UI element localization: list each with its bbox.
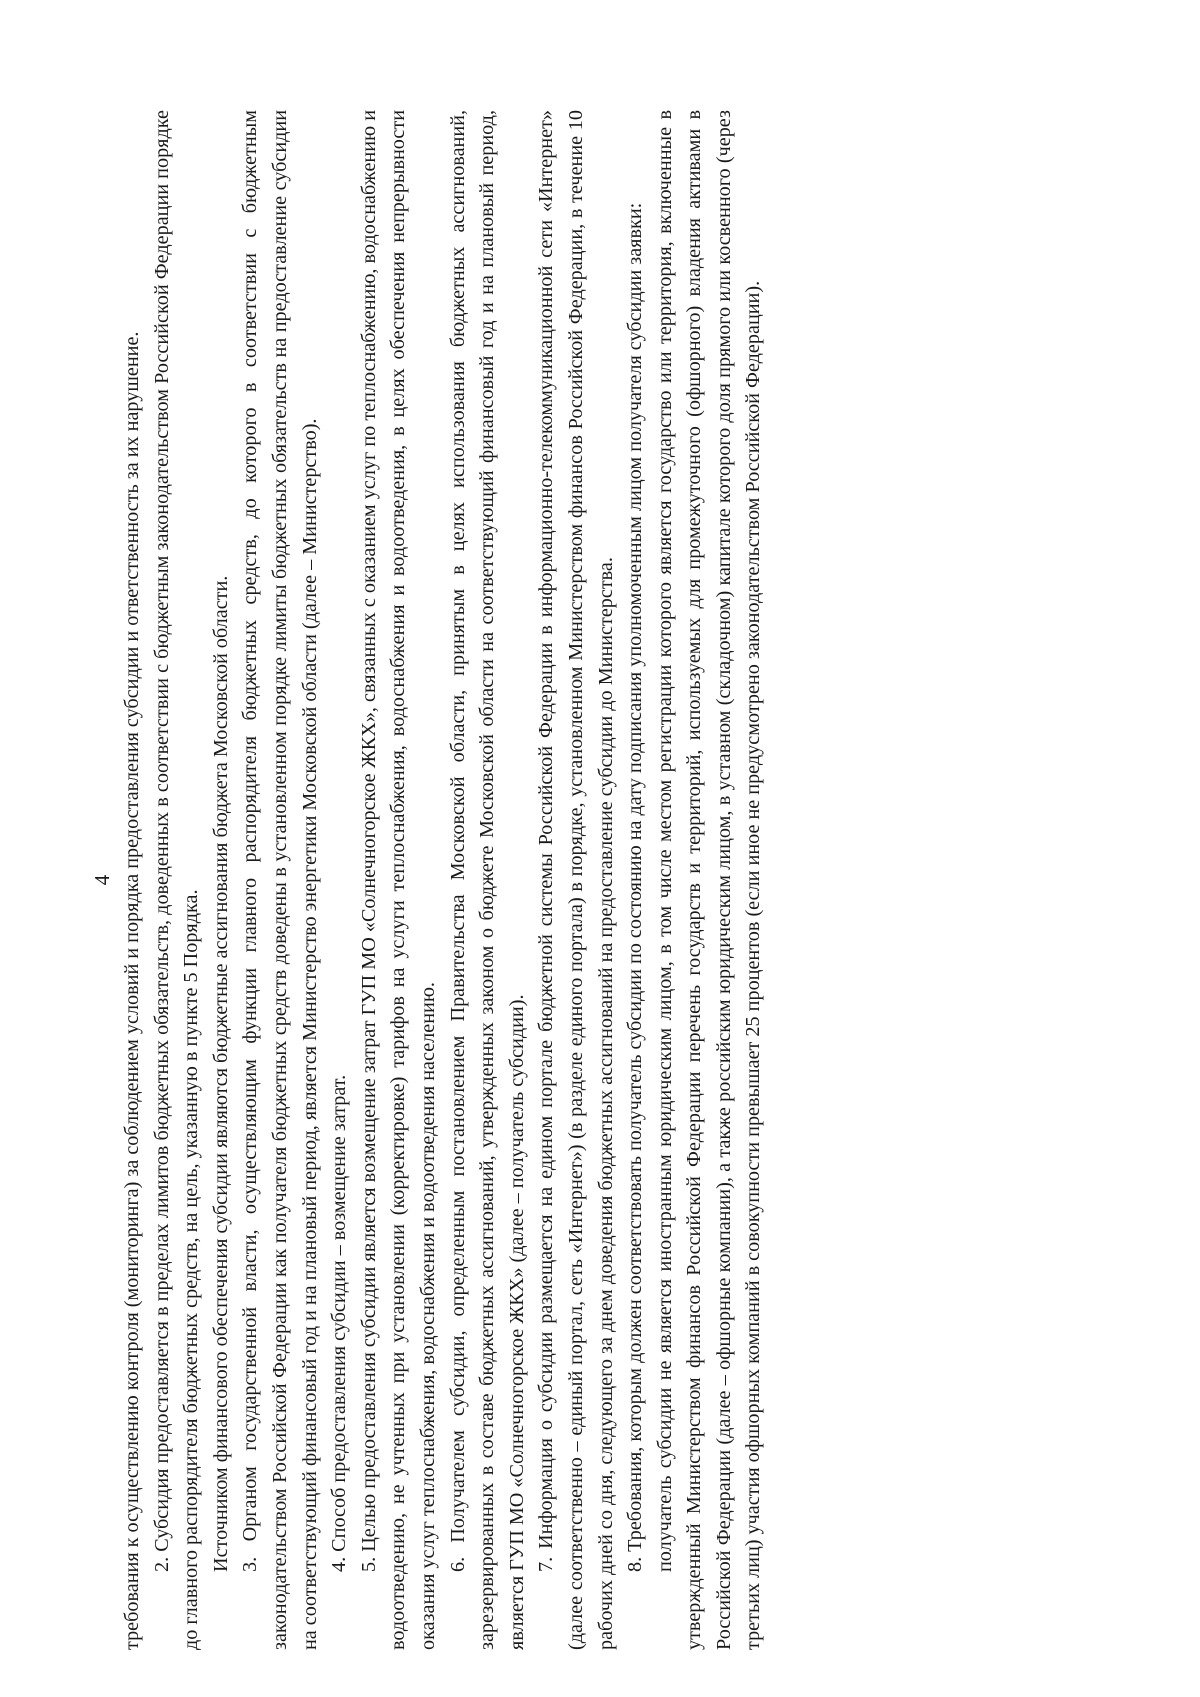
paragraph-6: 5. Целью предоставления субсидии является возмещение затрат ГУП МО «Солнечногорское ЖКХ», связанных с оказанием услуг по теплоснабжению, водоснабжению и водоотведению, не учтенных при установлении (корректировке) тарифов на услуги теплоснабжения, водоснабжения и водоотведения, в целях обеспечения непрерывности оказания услуг теплоснабжения, водоснабжения и водоотведения населению. xyxy=(357,110,439,1650)
paragraph-5: 4. Способ предоставления субсидии – возмещение затрат. xyxy=(328,1074,351,1572)
paragraph-4: 3. Органом государственной власти, осуществляющим функции главного распорядителя бюджетных средств, до которого в соответствии с бюджетным законодательством Российской Федерации как получателя бюджетных средств доведены в установленном порядке лимиты бюджетных обязательств на предоставление субсидии на соответствующий финансовый год и на плановый период, является Министерство энергетики Московской области (далее – Министерство). xyxy=(239,110,321,1650)
paragraph-10: получатель субсидии не является иностранным юридическим лицом, в том числе местом регистрации которого является государство или территория, включенные в утвержденный Министерством финансов Российской Федерации перечень государств и территорий, используемых для промежуточного (офшорного) владения активами в Российской Федерации (далее – офшорные компании), а также российским юридическим лицом, в уставном (складочном) капитале которого доля прямого или косвенного (через третьих лиц) участия офшорных компаний в совокупности превышает 25 процентов (если иное не предусмотрено законодательством Российской Федерации). xyxy=(653,110,765,1650)
paragraph-8: 7. Информация о субсидии размещается на едином портале бюджетной системы Российской Федерации в информационно-телекоммуникационной сети «Интернет» (далее соответственно – единый портал, сеть «Интернет») (в разделе единого портала) в порядке, установленном Министерством финансов Российской Федерации, в течение 10 рабочих дней со дня, следующего за днем доведения бюджетных ассигнований на предоставление субсидии до Министерства. xyxy=(535,110,617,1650)
document-body xyxy=(118,110,769,1650)
paragraph-2: 2. Субсидия предоставляется в пределах лимитов бюджетных обязательств, доведенных в соответствии с бюджетным законодательством Российской Федерации порядке до главного распорядителя бюджетных средств, на цель, указанную в пункте 5 Порядка. xyxy=(150,110,203,1650)
paragraph-3: Источником финансового обеспечения субсидии являются бюджетные ассигнования бюджета Московской области. xyxy=(209,575,232,1572)
paragraph-9: 8. Требования, которым должен соответствовать получатель субсидии по состоянию на дату подписания уполномоченным лицом получателя субсидии заявки: xyxy=(624,202,647,1572)
paragraph-7: 6. Получателем субсидии, определенным постановлением Правительства Московской области, принятым в целях использования бюджетных ассигнований, зарезервированных в составе бюджетных ассигнований, утвержденных законом о бюджете Московской области на соответствующий финансовый год и на плановый период, является ГУП МО «Солнечногорское ЖКХ» (далее – получатель субсидии). xyxy=(446,110,528,1650)
page-number: 4 xyxy=(90,874,114,886)
rotated-page xyxy=(90,110,1130,1650)
paragraph-1: требования к осуществлению контроля (мониторинга) за соблюдением условий и порядка предоставления субсидии и ответственность за их нарушение. xyxy=(121,331,143,1650)
